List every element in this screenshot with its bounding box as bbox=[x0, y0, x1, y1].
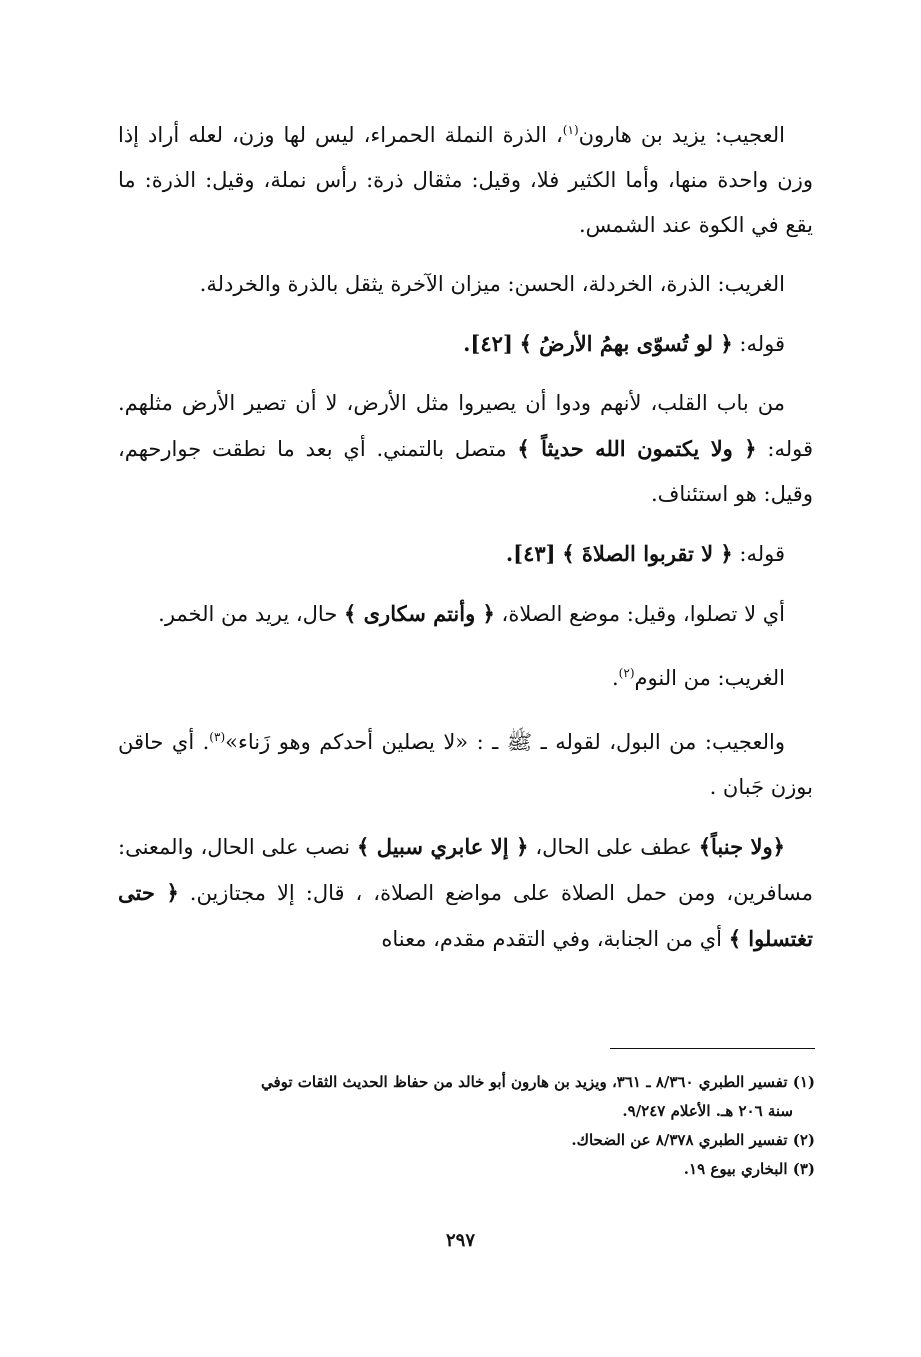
text-segment: متصل بالتمني. أي بعد ما نطقت جوارحهم، وقيل: هو استئناف. bbox=[118, 437, 813, 506]
verse-quote: ﴿ إلا عابري سبيل ﴾ bbox=[356, 834, 529, 859]
text-segment: . أي حاقن بوزن جَبان . bbox=[118, 730, 813, 799]
text-segment: والعجيب: من البول، لقوله ـ ﷺ ـ : «لا يصلين أحدكم وهو زَناء» bbox=[225, 730, 785, 754]
verse-number: [٤٢]. bbox=[463, 331, 513, 356]
page-number: ٢٩٧ bbox=[445, 1230, 475, 1251]
text-segment: الغريب: من النوم bbox=[634, 666, 785, 690]
text-segment: أي لا تصلوا، وقيل: موضع الصلاة، bbox=[501, 602, 785, 626]
paragraph-ajib-bawl bbox=[118, 715, 813, 810]
verse-quote: ﴿ ولا يكتمون الله حديثاً ﴾ bbox=[517, 436, 757, 461]
text-segment: حال، يريد من الخمر. bbox=[158, 602, 338, 626]
footnote-divider bbox=[610, 1048, 815, 1049]
text-segment: ، الذرة النملة الحمراء، ليس لها وزن، لعله أراد إذا وزن واحدة منها، وأما الكثير فلا، وقيل: مثقال ذرة: رأس نملة، وقيل: الذرة: ما يقع في الكوة عند الشمس. bbox=[118, 123, 813, 237]
verse-heading-42 bbox=[118, 321, 813, 367]
paragraph-sukara bbox=[118, 591, 813, 637]
paragraph-junuban bbox=[118, 824, 813, 962]
heading-lead: قوله: bbox=[739, 542, 785, 566]
text-segment: . bbox=[611, 666, 619, 690]
verse-quote: ﴿ وأنتم سكارى ﴾ bbox=[344, 601, 495, 626]
verse-quote: ﴿ حتى تغتسلوا ﴾ bbox=[118, 880, 813, 951]
footnote-1-continued: سنة ٢٠٦ هـ. الأعلام ٩/٢٤٧. bbox=[622, 1102, 793, 1120]
text-segment: العجيب: يزيد بن هارون bbox=[578, 123, 785, 147]
verse-number: [٤٣]. bbox=[505, 541, 556, 566]
verse-quote: ﴿ لا تقربوا الصلاةَ ﴾ bbox=[562, 541, 733, 566]
footnote-1: (١) تفسير الطبري ٨/٣٦٠ ـ ٣٦١، ويزيد بن هارون أبو خالد من حفاظ الحديث الثقات توفي bbox=[260, 1073, 815, 1091]
main-text bbox=[118, 108, 813, 976]
footnote-ref-3: (٣) bbox=[209, 730, 226, 744]
text-segment: من باب القلب، لأنهم ودوا أن يصيروا مثل الأرض، لا أن تصير الأرض مثلهم. قوله: bbox=[118, 391, 813, 461]
text-segment: عطف على الحال، bbox=[535, 835, 692, 859]
verse-quote: ﴿ لو تُسوّى بهمُ الأرضُ ﴾ bbox=[519, 331, 733, 356]
text-segment: أي من الجنابة، وفي التقدم مقدم، معناه bbox=[381, 927, 722, 951]
verse-heading-43 bbox=[118, 531, 813, 577]
footnote-2: (٢) تفسير الطبري ٨/٣٧٨ عن الضحاك. bbox=[571, 1131, 815, 1149]
footnotes bbox=[118, 1068, 815, 1184]
footnote-3: (٣) البخاري بيوع ١٩. bbox=[683, 1160, 815, 1178]
paragraph-gharib-nawm bbox=[118, 651, 813, 701]
verse-quote: ﴿ولا جنباً﴾ bbox=[698, 834, 785, 859]
footnote-ref-2: (٢) bbox=[618, 666, 635, 680]
text-segment: نصب على الحال، والمعنى: مسافرين، ومن حمل الصلاة على مواضع الصلاة، ، قال: إلا مجتازين. bbox=[118, 835, 813, 905]
paragraph-ajib-yazid bbox=[118, 108, 813, 248]
paragraph-gharib-dharra: الغريب: الذرة، الخردلة، الحسن: ميزان الآخرة يثقل بالذرة والخردلة. bbox=[199, 272, 785, 296]
paragraph-qalb bbox=[118, 381, 813, 517]
heading-lead: قوله: bbox=[739, 332, 785, 356]
footnote-ref-1: (١) bbox=[562, 123, 579, 137]
